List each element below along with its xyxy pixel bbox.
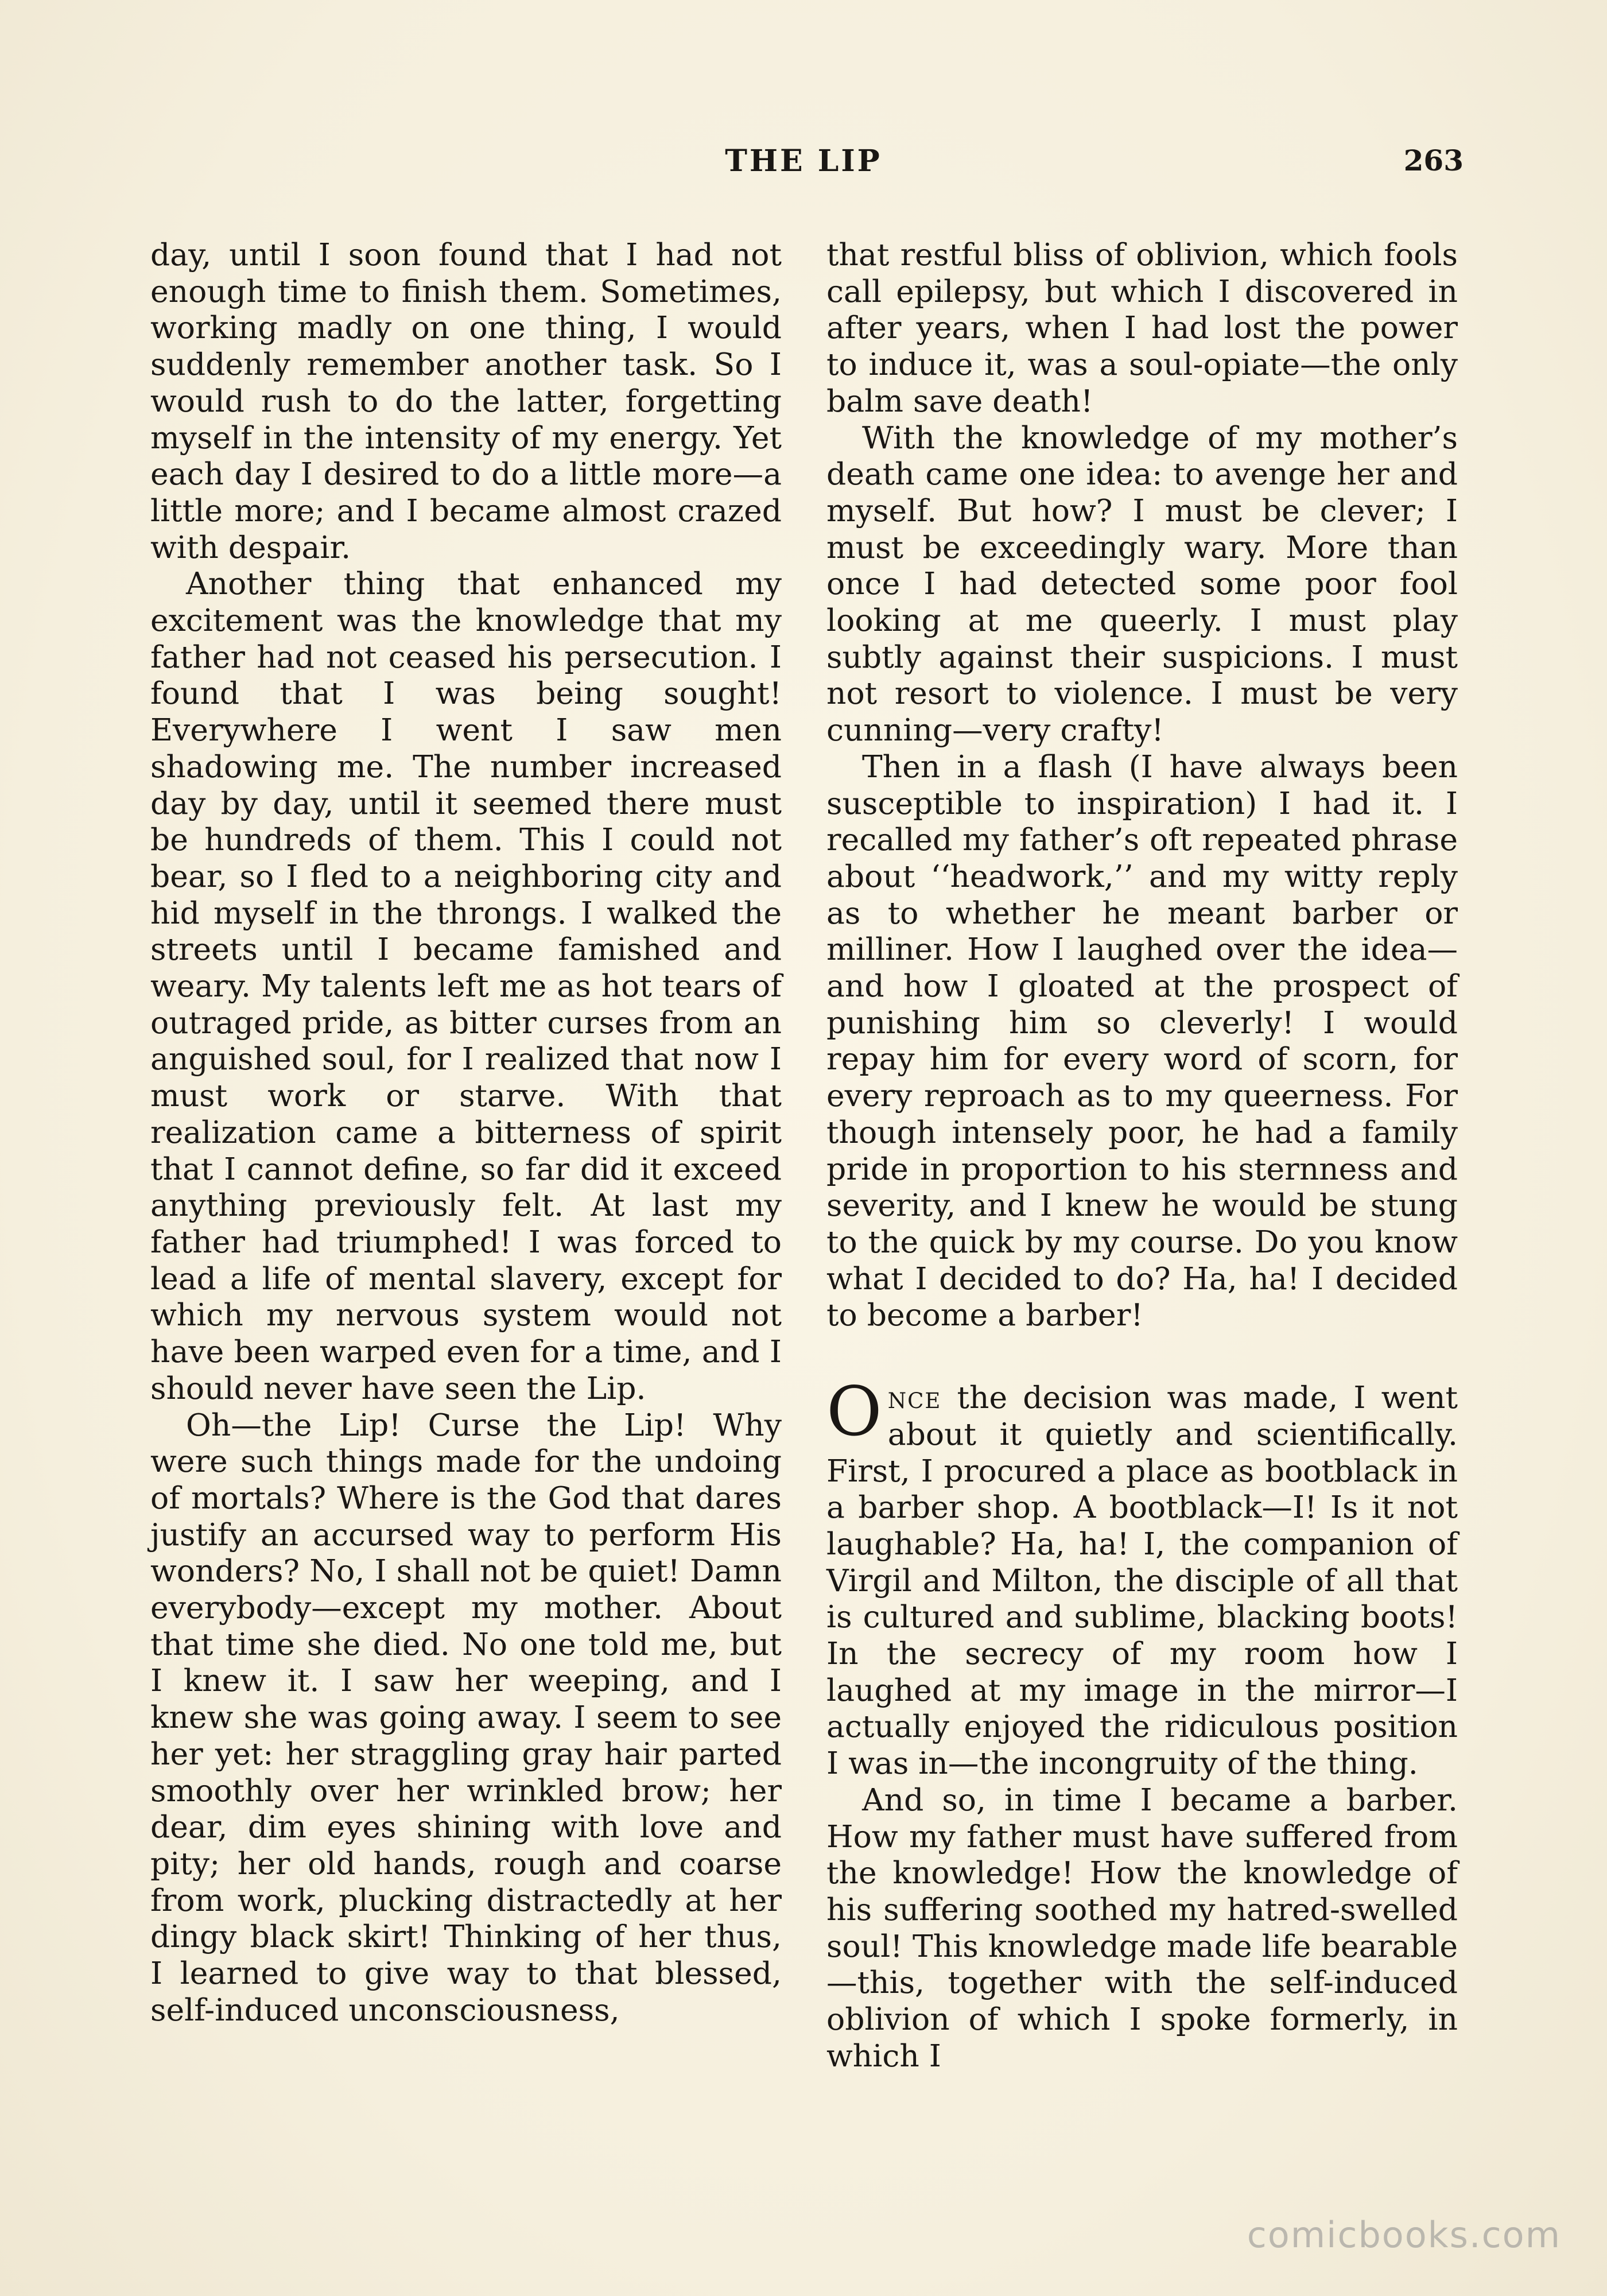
drop-cap-letter: O bbox=[826, 1372, 882, 1452]
paragraph: With the knowledge of my mother’s death came one idea: to avenge her and myself. But how? I must be clever; I must be exceedingly wary. More than once I had detected some poor fool looking at me queerly. I must play subtly against their suspicions. I must not resort to violence. I must be very cunning—very crafty! bbox=[826, 419, 1458, 748]
paragraph: Another thing that enhanced my excitement was the knowledge that my father had not ceased his persecution. I found that I was being sought! Everywhere I went I saw men shadowing me. The number increased day by day, until it seemed there must be hundreds of them. This I could not bear, so I fled to a neighboring city and hid myself in the throngs. I walked the streets until I became famished and weary. My talents left me as hot tears of outraged pride, as bitter curses from an anguished soul, for I realized that now I must work or starve. With that realization came a bitterness of spirit that I cannot define, so far did it exceed anything previously felt. At last my father had triumphed! I was forced to lead a life of mental slavery, except for which my nervous system would not have been warped even for a time, and I should never have seen the Lip. bbox=[150, 565, 782, 1406]
paragraph: Then in a flash (I have always been susceptible to inspiration) I had it. I recalled my father’s oft repeated phrase about ‘‘headwork,’’ and my witty reply as to whether he meant barber or milliner. How I laughed over the idea—and how I gloated at the prospect of punishing him so cleverly! I would repay him for every word of scorn, for every reproach as to my queerness. For though intensely poor, he had a family pride in proportion to his sternness and severity, and I knew he would be stung to the quick by my course. Do you know what I decided to do? Ha, ha! I decided to become a barber! bbox=[826, 748, 1458, 1333]
section-break bbox=[826, 1333, 1458, 1379]
left-text-column bbox=[150, 236, 782, 2028]
paragraph-continued: day, until I soon found that I had not enough time to finish them. Sometimes, working madly on one thing, I would suddenly remember another task. So I would rush to do the latter, forgetting myself in the intensity of my energy. Yet each day I desired to do a little more—a little more; and I became almost crazed with despair. bbox=[150, 236, 782, 565]
paragraph-continued: that restful bliss of oblivion, which fools call epilepsy, but which I discovered in after years, when I had lost the power to induce it, was a soul-opiate—the only balm save death! bbox=[826, 236, 1458, 419]
section-opening-paragraph bbox=[826, 1372, 1458, 1782]
small-caps-lead: nce bbox=[887, 1379, 942, 1416]
page-number: 263 bbox=[1403, 144, 1464, 177]
watermark: comicbooks.com bbox=[1247, 2214, 1561, 2256]
running-head-title: THE LIP bbox=[725, 144, 882, 179]
paragraph: And so, in time I became a barber. How my father must have suffered from the knowledge! How the knowledge of his suffering soothed my hatred-swelled soul! This knowledge made life bearable—this, together with the self-induced oblivion of which I spoke formerly, in which I bbox=[826, 1781, 1458, 2074]
paragraph: Oh—the Lip! Curse the Lip! Why were such things made for the undoing of mortals? Where is the God that dares justify an accursed way to perform His wonders? No, I shall not be quiet! Damn everybody—except my mother. About that time she died. No one told me, but I knew it. I saw her weeping, and I knew she was going away. I seem to see her yet: her straggling gray hair parted smoothly over her wrinkled brow; her dear, dim eyes shining with love and pity; her old hands, rough and coarse from work, plucking distractedly at her dingy black skirt! Thinking of her thus, I learned to give way to that blessed, self-induced unconsciousness, bbox=[150, 1406, 782, 2028]
paragraph-text: the decision was made, I went about it quietly and scientifically. First, I procured a place as bootblack in a barber shop. A bootblack—I! Is it not laughable? Ha, ha! I, the companion of Virgil and Milton, the disciple of all that is cultured and sublime, blacking boots! In the secrecy of my room how I laughed at my image in the mirror—I actually enjoyed the ridiculous position I was in—the incongruity of the thing. bbox=[826, 1379, 1458, 1782]
right-text-column bbox=[826, 236, 1458, 2074]
